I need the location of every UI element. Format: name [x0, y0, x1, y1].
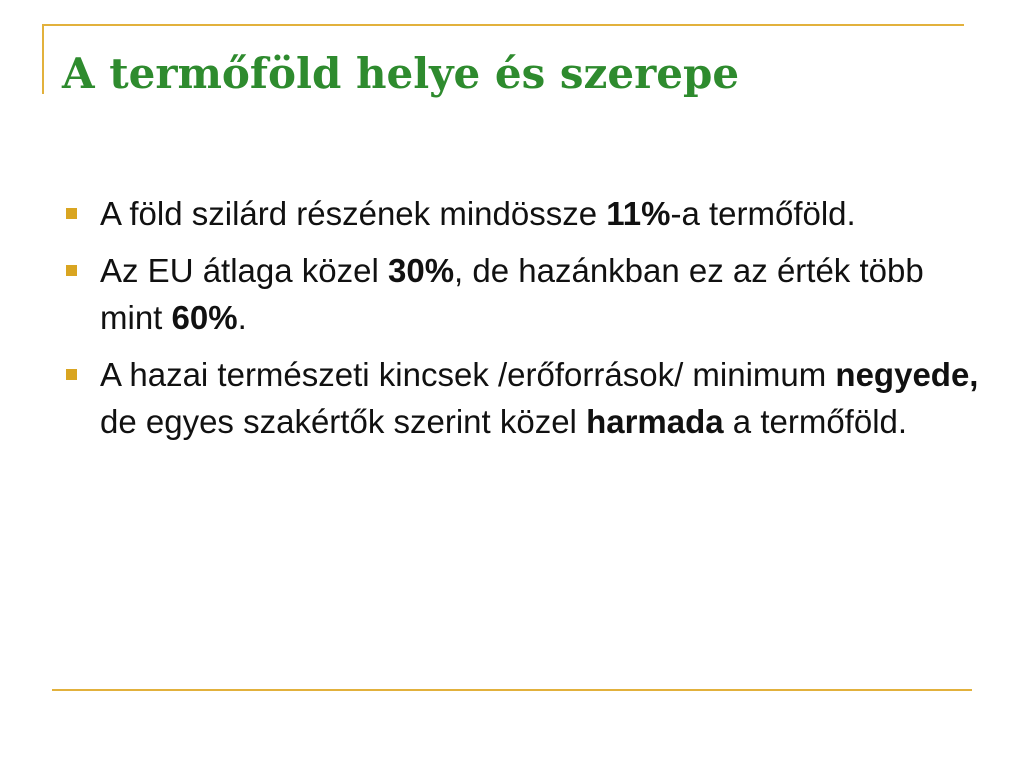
bullet-text-part: A hazai természeti kincsek /erőforrások/ minimum — [100, 356, 836, 393]
bullet-emphasis: negyede, — [835, 356, 979, 393]
bullet-emphasis: harmada — [586, 403, 724, 440]
bullet-emphasis: 60% — [171, 299, 238, 336]
bullet-text-part: . — [237, 299, 247, 336]
square-bullet-icon — [66, 265, 77, 276]
bullet-text-part: a termőföld. — [723, 403, 908, 440]
bullet-emphasis: 11% — [606, 195, 671, 232]
square-bullet-icon — [66, 208, 77, 219]
slide-title: A termőföld helye és szerepe — [62, 49, 740, 98]
square-bullet-icon — [66, 369, 77, 380]
bullet-text-part: -a termőföld. — [670, 195, 856, 232]
bullet-item — [62, 351, 982, 445]
bullet-item — [62, 247, 982, 341]
frame-bottom-line — [52, 689, 972, 691]
bullet-text-part: de egyes szakértők szerint közel — [100, 403, 587, 440]
bullet-list — [62, 190, 982, 455]
bullet-text-part: A föld szilárd részének mindössze — [100, 195, 607, 232]
bullet-text-part: , de hazánkban ez az érték több mint — [100, 252, 924, 336]
frame-left-line — [42, 24, 44, 94]
bullet-item — [62, 190, 982, 237]
frame-top-line — [42, 24, 964, 26]
bullet-text-part: Az EU átlaga közel — [100, 252, 388, 289]
bullet-emphasis: 30% — [387, 252, 455, 289]
